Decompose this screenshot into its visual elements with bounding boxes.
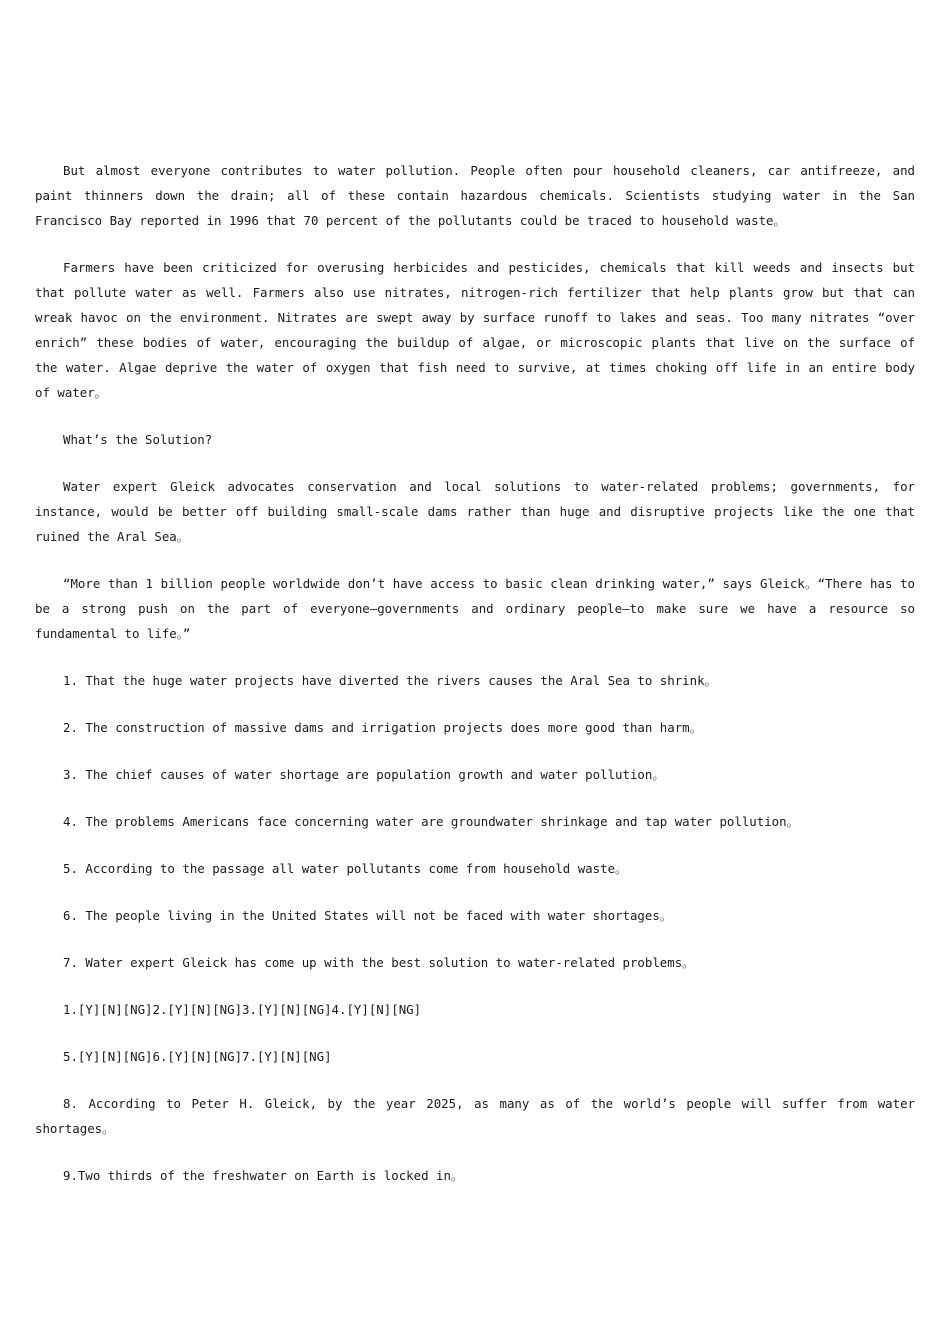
question-5: 5. According to the passage all water pollutants come from household waste。	[63, 861, 628, 876]
question-1: 1. That the huge water projects have diverted the rivers causes the Aral Sea to shrink。	[63, 673, 717, 688]
answer-options-1-4: 1.[Y][N][NG]2.[Y][N][NG]3.[Y][N][NG]4.[Y][N][NG]	[63, 1002, 422, 1017]
paragraph-gleick-quote: “More than 1 billion people worldwide don’t have access to basic clean drinking water,” says Gleick。“There has to be a strong push on the part of everyone—governments and ordinary people—to make sure we have a resource so fundamental to life。”	[35, 576, 915, 641]
document-body	[35, 158, 915, 1210]
question-9: 9.Two thirds of the freshwater on Earth is locked in。	[63, 1168, 464, 1183]
question-6: 6. The people living in the United States will not be faced with water shortages。	[63, 908, 673, 923]
section-heading-solution: What’s the Solution?	[63, 432, 213, 447]
question-3: 3. The chief causes of water shortage are population growth and water pollution。	[63, 767, 665, 782]
question-7: 7. Water expert Gleick has come up with the best solution to water-related problems。	[63, 955, 695, 970]
paragraph-gleick-conservation: Water expert Gleick advocates conservation and local solutions to water-related problems; governments, for instance, would be better off building small-scale dams rather than huge and disruptive projects like the one that ruined the Aral Sea。	[35, 479, 915, 544]
question-8: 8. According to Peter H. Gleick, by the year 2025, as many as of the world’s people will suffer from water shortages。	[35, 1096, 915, 1136]
question-4: 4. The problems Americans face concerning water are groundwater shrinkage and tap water pollution。	[63, 814, 799, 829]
answer-options-5-7: 5.[Y][N][NG]6.[Y][N][NG]7.[Y][N][NG]	[63, 1049, 332, 1064]
question-2: 2. The construction of massive dams and irrigation projects does more good than harm。	[63, 720, 703, 735]
paragraph-farmers-nitrates: Farmers have been criticized for overusing herbicides and pesticides, chemicals that kill weeds and insects but that pollute water as well. Farmers also use nitrates, nitrogen-rich fertilizer that help plants grow but that can wreak havoc on the environment. Nitrates are swept away by surface runoff to lakes and seas. Too many nitrates “over enrich” these bodies of water, encouraging the buildup of algae, or microscopic plants that live on the surface of the water. Algae deprive the water of oxygen that fish need to survive, at times choking off life in an entire body of water。	[35, 260, 915, 400]
paragraph-household-pollution: But almost everyone contributes to water pollution. People often pour household cleaners, car antifreeze, and paint thinners down the drain; all of these contain hazardous chemicals. Scientists studying water in the San Francisco Bay reported in 1996 that 70 percent of the pollutants could be traced to household waste。	[35, 163, 915, 228]
